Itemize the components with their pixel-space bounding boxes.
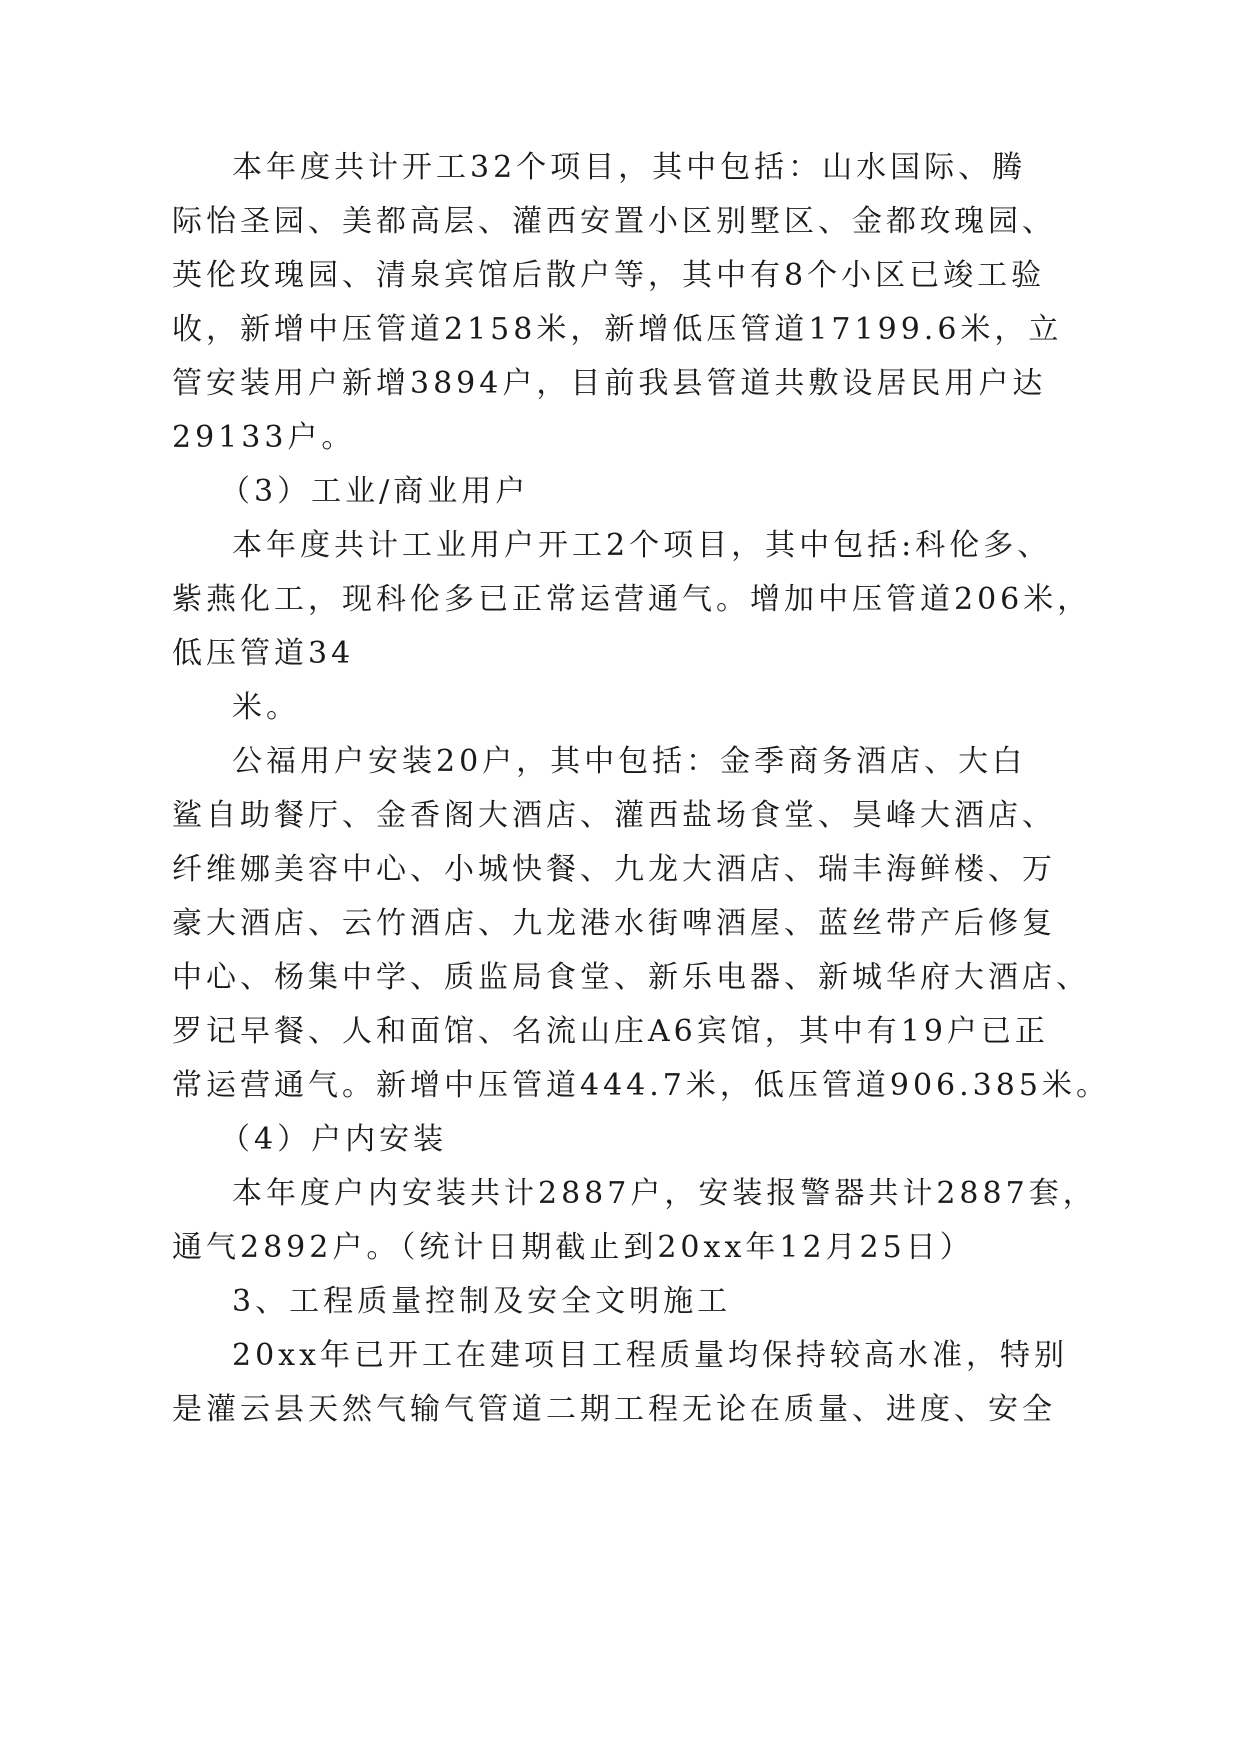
- text-line: 低压管道34: [172, 636, 355, 671]
- text-line: 际怡圣园、美都高层、灌西安置小区别墅区、金都玫瑰园、: [172, 204, 1056, 239]
- section-heading: （3）工业/商业用户: [220, 474, 530, 509]
- text-line: 米。: [232, 690, 300, 725]
- text-line: 英伦玫瑰园、清泉宾馆后散户等，其中有8个小区已竣工验: [172, 258, 1046, 293]
- text-line: 29133户。: [172, 420, 356, 455]
- text-line: 通气2892户。（统计日期截止到20xx年12月25日）: [172, 1230, 974, 1265]
- text-line: 收，新增中压管道2158米，新增低压管道17199.6米，立: [172, 312, 1063, 347]
- text-line: 罗记早餐、人和面馆、名流山庄A6宾馆，其中有19户已正: [172, 1014, 1049, 1049]
- text-line: 常运营通气。新增中压管道444.7米，低压管道906.385米。: [172, 1068, 1110, 1103]
- text-line: 纤维娜美容中心、小城快餐、九龙大酒店、瑞丰海鲜楼、万: [172, 852, 1056, 887]
- text-line: 紫燕化工，现科伦多已正常运营通气。增加中压管道206米，: [172, 582, 1092, 617]
- text-line: 本年度共计开工32个项目，其中包括：山水国际、腾: [232, 150, 1027, 185]
- text-line: 本年度户内安装共计2887户，安装报警器共计2887套，: [232, 1176, 1097, 1211]
- text-line: 管安装用户新增3894户，目前我县管道共敷设居民用户达: [172, 366, 1047, 401]
- text-line: 豪大酒店、云竹酒店、九龙港水街啤酒屋、蓝丝带产后修复: [172, 906, 1056, 941]
- text-line: 本年度共计工业用户开工2个项目，其中包括:科伦多、: [232, 528, 1052, 563]
- text-line: 中心、杨集中学、质监局食堂、新乐电器、新城华府大酒店、: [172, 960, 1090, 995]
- section-heading: 3、工程质量控制及安全文明施工: [232, 1284, 732, 1319]
- text-line: 是灌云县天然气输气管道二期工程无论在质量、进度、安全: [172, 1392, 1056, 1427]
- text-line: 公福用户安装20户，其中包括：金季商务酒店、大白: [232, 744, 1027, 779]
- text-line: 鲨自助餐厅、金香阁大酒店、灌西盐场食堂、昊峰大酒店、: [172, 798, 1056, 833]
- section-heading: （4）户内安装: [220, 1122, 448, 1157]
- text-line: 20xx年已开工在建项目工程质量均保持较高水准，特别: [232, 1338, 1069, 1373]
